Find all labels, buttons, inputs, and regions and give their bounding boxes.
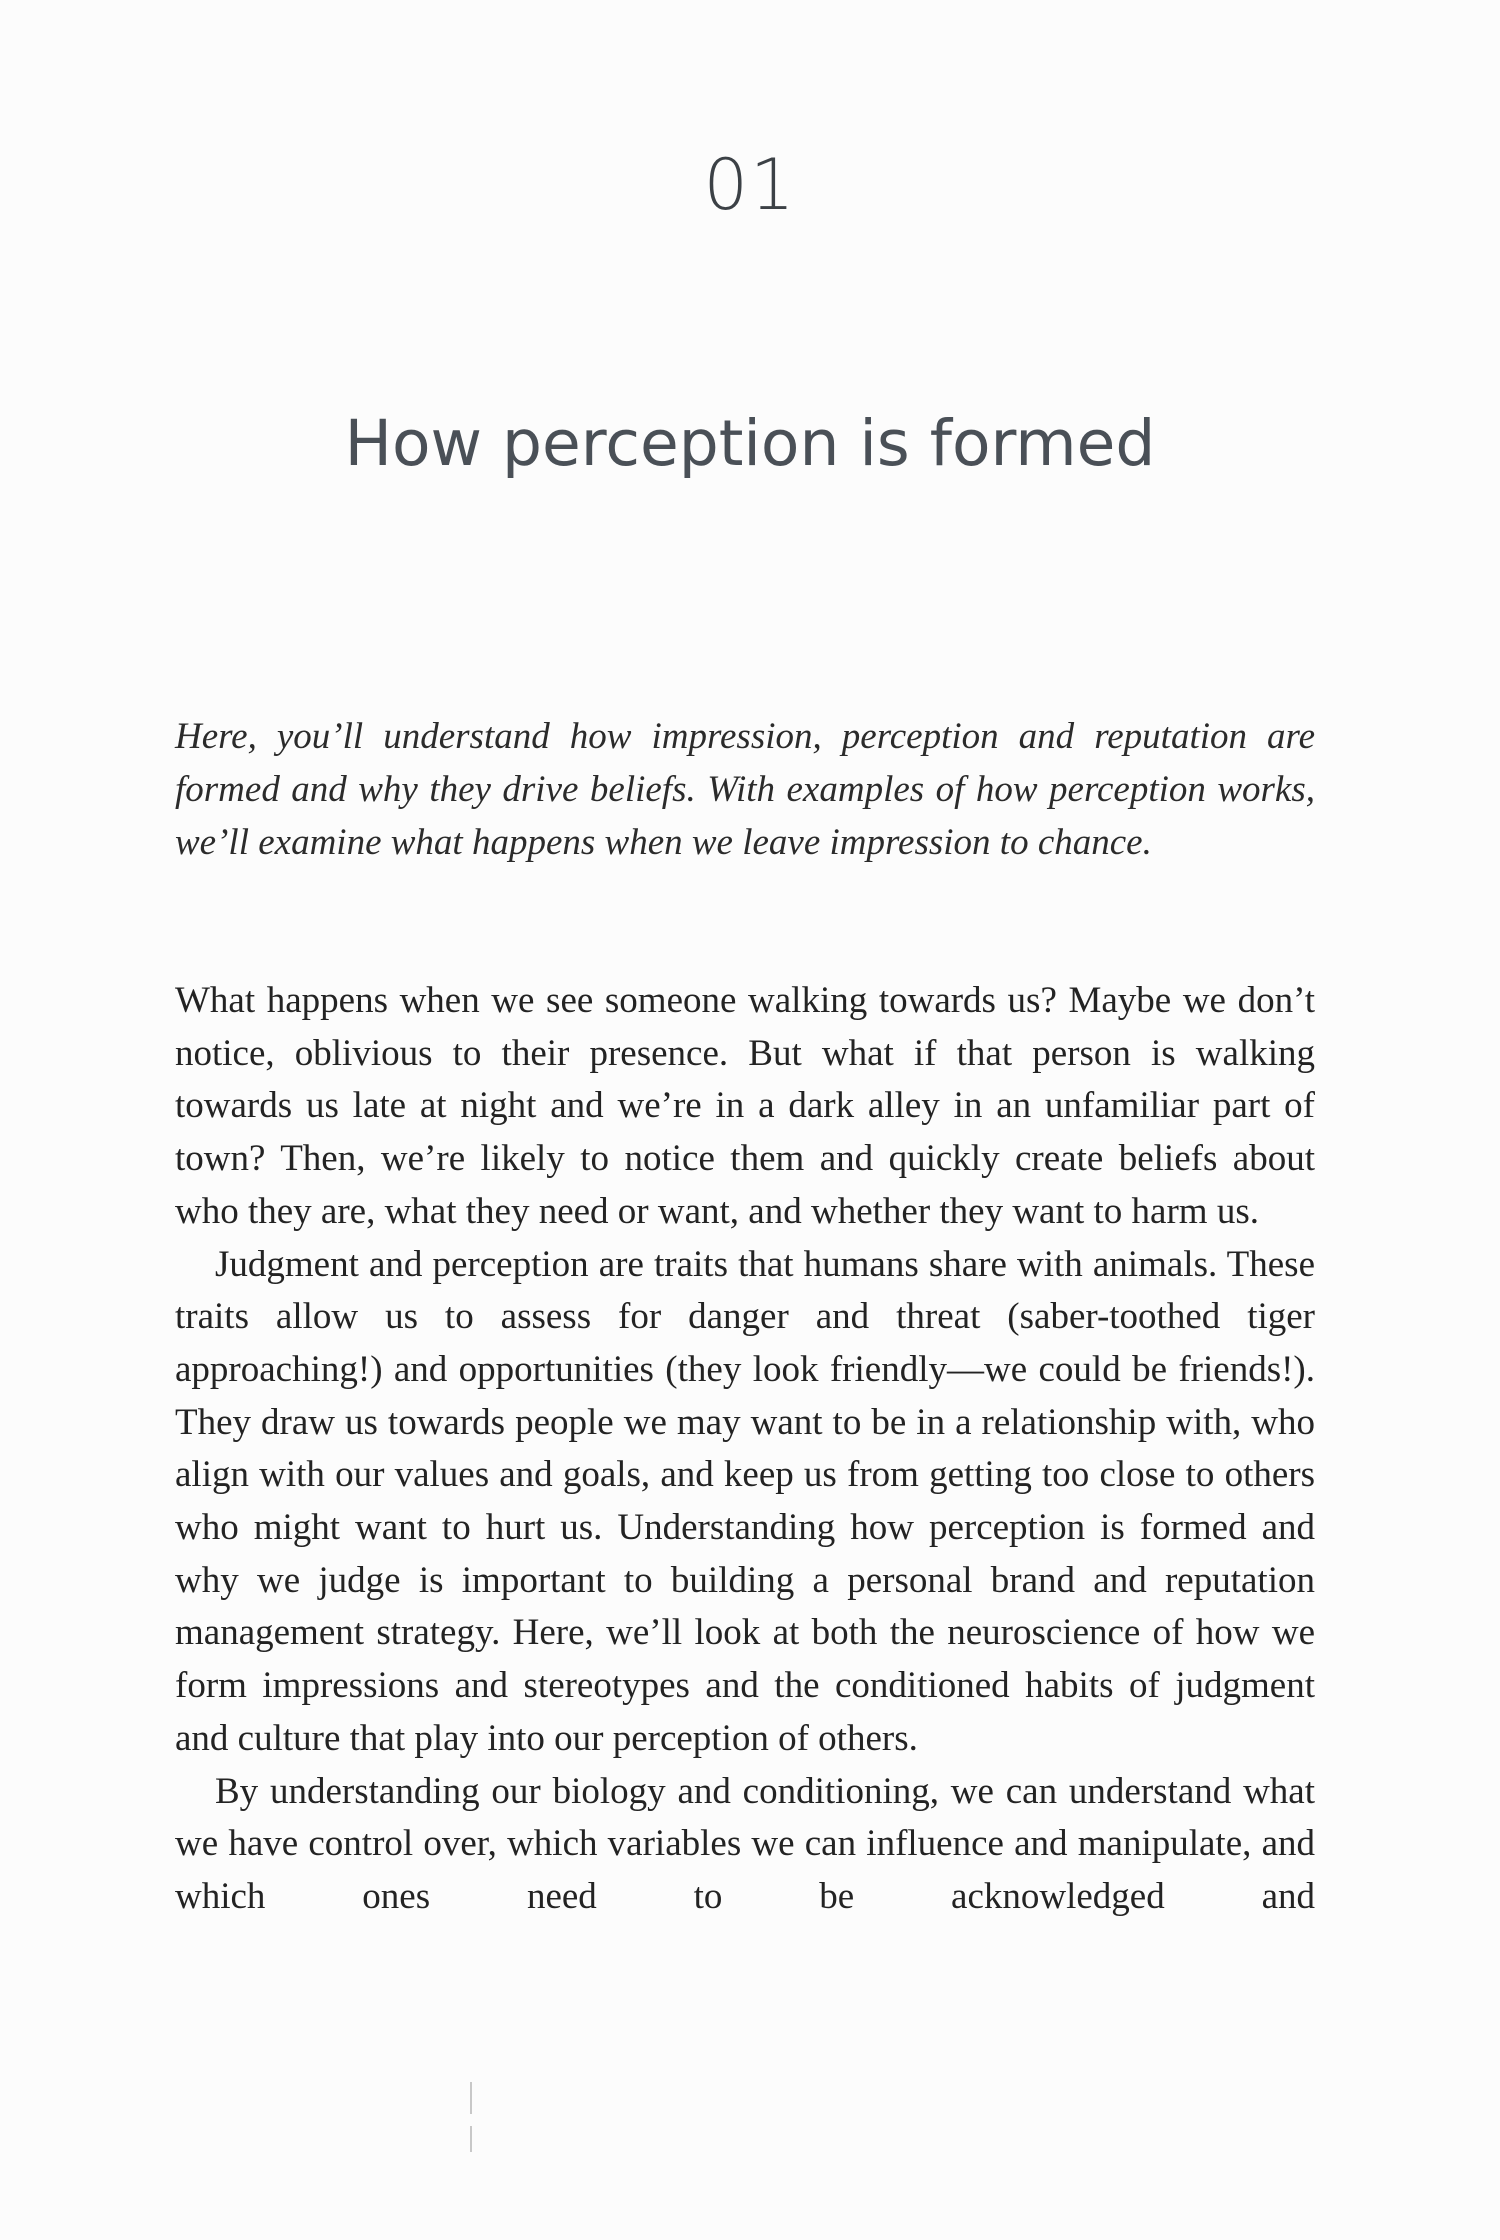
chapter-title: How perception is formed [344,407,1156,480]
paragraph: What happens when we see someone walking towards us? Maybe we don’t notice, oblivious to their presence. But what if that person is walking towards us late at night and we’re in a dark alley in an unfamiliar part of town? Then, we’re likely to notice them and quickly create beliefs about who they are, what they need or want, and whether they want to harm us. [175,980,1315,1232]
paragraph: By understanding our biology and conditioning, we can understand what we have control over, which variables we can influence and manipulate, and which ones need to be acknowledged and [175,1770,1315,1917]
paragraph: Judgment and perception are traits that humans share with animals. These traits allow us to assess for danger and threat (saber-toothed tiger approaching!) and opportunities (they look friendly—we could be friends!). They draw us towards people we may want to be in a relationship with, who align with our values and goals, and keep us from getting too close to others who might want to hurt us. Understanding how perception is formed and why we judge is important to building a personal brand and reputation management strategy. Here, we’ll look at both the neuroscience of how we form impressions and stereotypes and the conditioned habits of judgment and culture that play into our perception of others. [175,1243,1315,1759]
scan-artifact [470,2082,472,2114]
scan-artifact [470,2126,472,2152]
chapter-number: 01 [703,144,797,226]
body-text [175,975,1315,1924]
chapter-abstract: Here, you’ll understand how impression, perception and reputation are formed and why they drive beliefs. With examples of how perception works, we’ll examine what happens when we leave impression to chance. [175,716,1315,863]
